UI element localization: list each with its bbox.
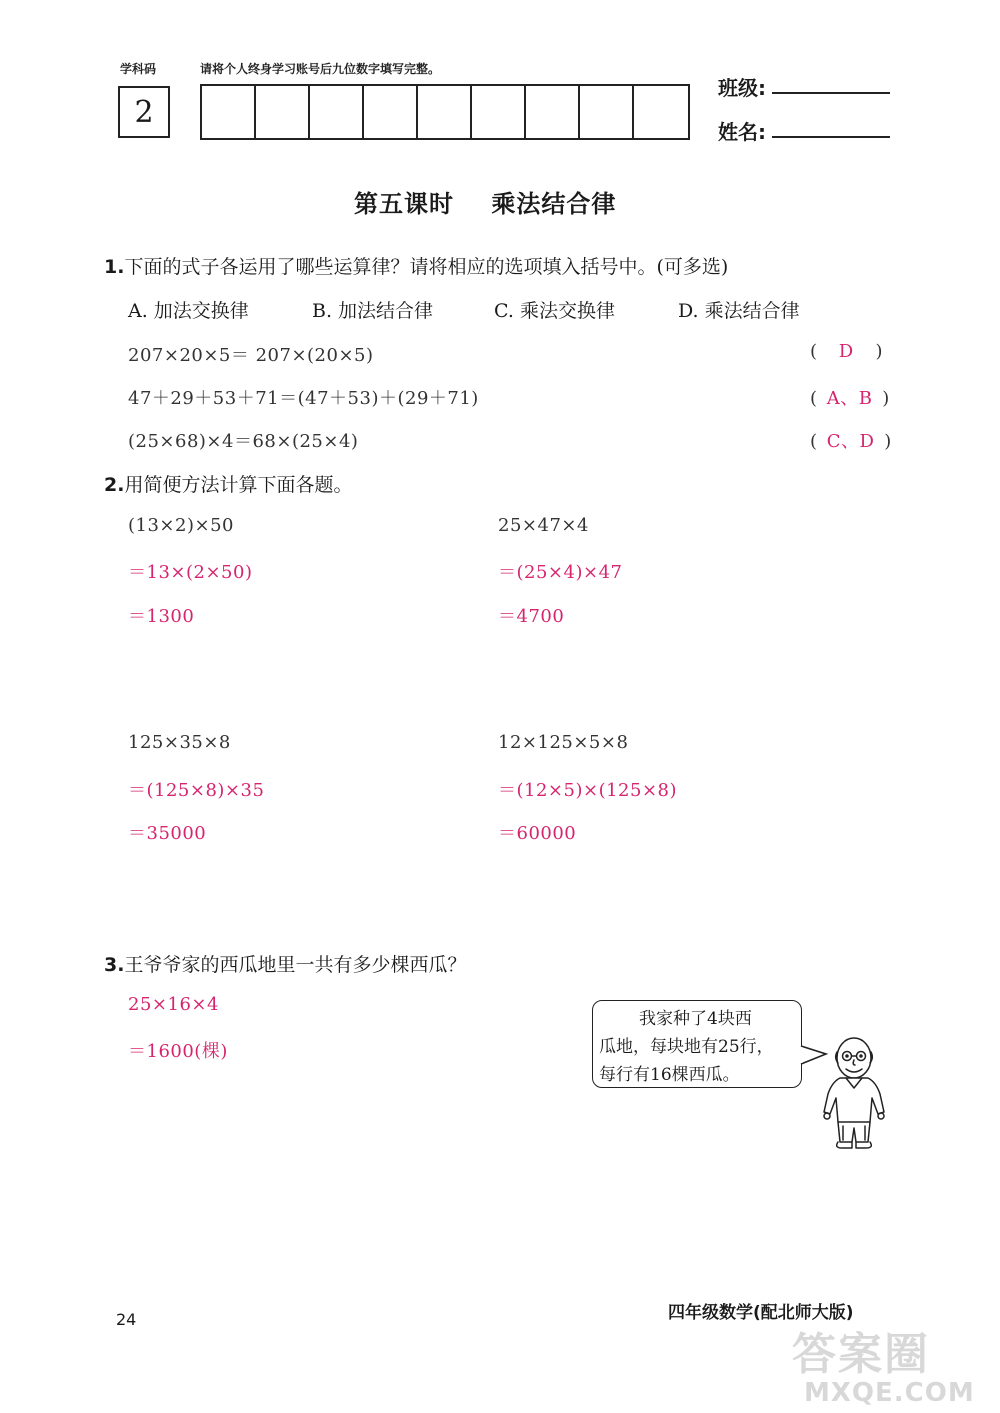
account-digit-boxes[interactable] (200, 84, 690, 140)
paren-close: ) (884, 431, 892, 452)
account-digit-cell[interactable] (310, 86, 364, 138)
q3-result: ＝1600(棵) (128, 1041, 228, 1062)
paren-open: ( (810, 341, 818, 362)
question-prompt: 王爷爷家的西瓜地里一共有多少棵西瓜？ (124, 954, 467, 976)
account-digit-cell[interactable] (472, 86, 526, 138)
q2-step: ＝13×(2×50) (128, 562, 253, 583)
q2-step: ＝(12×5)×(125×8) (498, 780, 678, 801)
name-field[interactable] (772, 136, 890, 138)
question-prompt: 用简便方法计算下面各题。 (124, 474, 353, 496)
q1-expression: (25×68)×4＝68×(25×4) (128, 431, 359, 452)
question-3 (104, 950, 466, 977)
question-number: 2. (104, 474, 125, 496)
book-title: 四年级数学(配北师大版) (668, 1303, 854, 1323)
q2-result: ＝1300 (128, 606, 195, 627)
bubble-line: 每行有16棵西瓜。 (599, 1065, 740, 1085)
watermark-logo: 答案圈 (792, 1329, 930, 1380)
q1-answer: A、B (826, 388, 873, 409)
account-digit-cell[interactable] (256, 86, 310, 138)
option-d: D. 乘法结合律 (678, 300, 800, 322)
paren-open: ( (810, 388, 818, 409)
q1-answer: C、D (826, 431, 875, 452)
question-2 (104, 470, 352, 497)
q1-answer: D (838, 341, 854, 362)
q1-expression: 47＋29＋53＋71＝(47＋53)＋(29＋71) (128, 388, 479, 409)
bubble-line: 我家种了4块西 (639, 1009, 752, 1029)
q2-result: ＝4700 (498, 606, 565, 627)
watermark-url: MXQE.COM (804, 1378, 975, 1408)
q2-step: ＝(25×4)×47 (498, 562, 623, 583)
option-b: B. 加法结合律 (312, 300, 434, 322)
bubble-line: 瓜地，每块地有25行， (599, 1037, 774, 1057)
account-digit-cell[interactable] (634, 86, 688, 138)
grandpa-illustration (814, 1030, 898, 1156)
q3-expression: 25×16×4 (128, 994, 219, 1015)
class-field[interactable] (772, 92, 890, 94)
lesson-title: 第五课时 乘法结合律 (354, 190, 617, 218)
class-label: 班级: (718, 76, 766, 100)
account-digit-cell[interactable] (580, 86, 634, 138)
account-digit-cell[interactable] (364, 86, 418, 138)
q1-expression: 207×20×5＝ 207×(20×5) (128, 345, 374, 366)
paren-close: ) (882, 388, 890, 409)
speech-bubble (592, 1000, 802, 1088)
question-prompt: 下面的式子各运用了哪些运算律？请将相应的选项填入括号中。(可多选) (124, 256, 729, 278)
account-digit-cell[interactable] (202, 86, 256, 138)
q1-answer-parens (810, 427, 891, 453)
q1-answer-parens (810, 341, 882, 362)
q2-expression: 12×125×5×8 (498, 732, 629, 753)
name-label: 姓名: (718, 120, 766, 144)
question-1 (104, 252, 728, 279)
subject-code-label: 学科码 (120, 62, 157, 76)
q2-expression: 25×47×4 (498, 515, 589, 536)
paren-open: ( (810, 431, 818, 452)
q1-answer-parens (810, 384, 889, 410)
page-number: 24 (116, 1310, 137, 1329)
option-c: C. 乘法交换律 (494, 300, 615, 322)
subject-code-value: 2 (134, 94, 154, 130)
question-number: 3. (104, 954, 125, 976)
account-digit-cell[interactable] (418, 86, 472, 138)
paren-close: ) (875, 341, 883, 362)
subject-code-box (118, 86, 170, 138)
q2-expression: 125×35×8 (128, 732, 231, 753)
q2-result: ＝60000 (498, 823, 577, 844)
question-number: 1. (104, 256, 125, 278)
q2-expression: (13×2)×50 (128, 515, 234, 536)
q2-result: ＝35000 (128, 823, 207, 844)
account-digit-cell[interactable] (526, 86, 580, 138)
q2-step: ＝(125×8)×35 (128, 780, 265, 801)
account-instruction: 请将个人终身学习账号后九位数字填写完整。 (200, 62, 441, 76)
option-a: A. 加法交换律 (128, 300, 249, 322)
